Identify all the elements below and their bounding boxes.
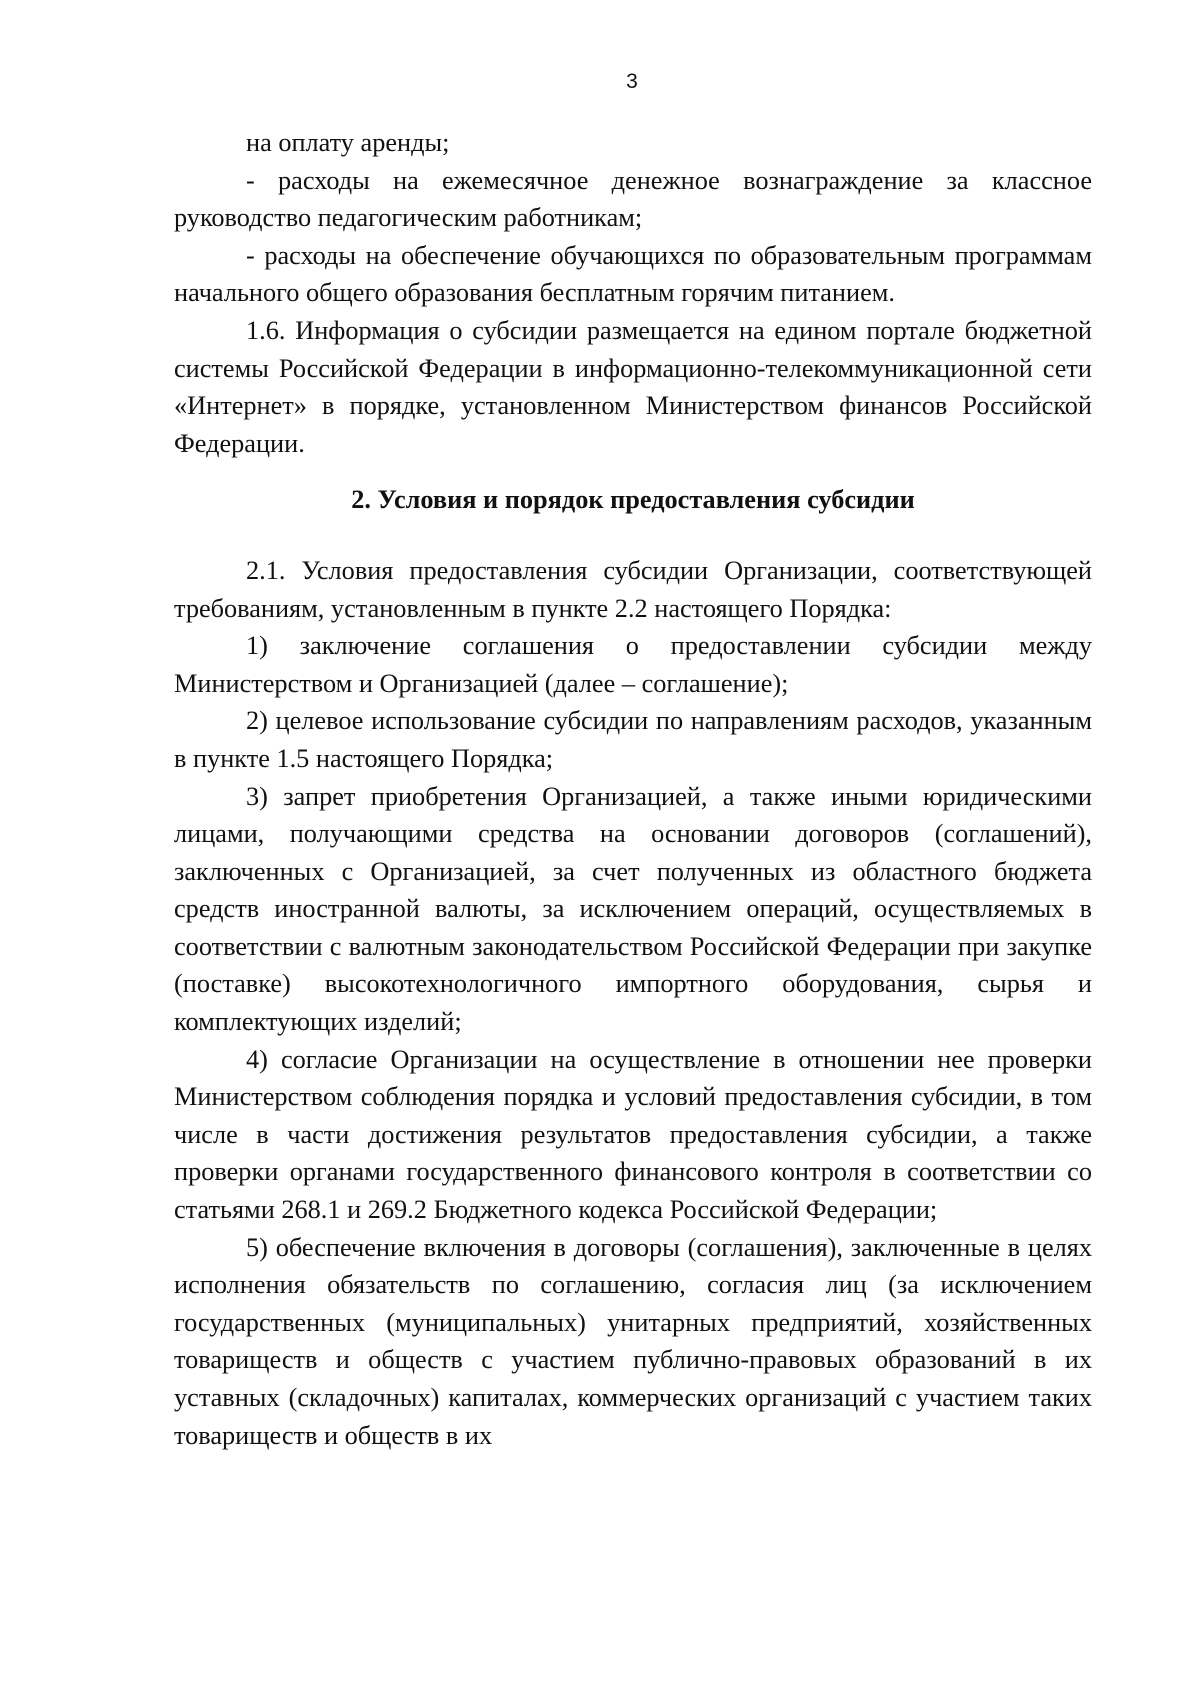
paragraph-condition-2: 2) целевое использование субсидии по направлениям расходов, указанным в пункте 1.5 настоящего Порядка; bbox=[174, 706, 1092, 773]
paragraph-condition-3: 3) запрет приобретения Организацией, а также иными юридическими лицами, получающими средства на основании договоров (соглашений), заключенных с Организацией, за счет полученных из областного бюджета средств иностранной валюты, за исключением операций, осуществляемых в соответствии с валютным законодательством Российской Федерации при закупке (поставке) высокотехнологичного импортного оборудования, сырья и комплектующих изделий; bbox=[174, 781, 1092, 1037]
section-heading: 2. Условия и порядок предоставления субсидии bbox=[351, 485, 915, 515]
paragraph-1-6: 1.6. Информация о субсидии размещается на едином портале бюджетной системы Российской Федерации в информационно-телекоммуникационной сети «Интернет» в порядке, установленном Министерством финансов Российской Федерации. bbox=[174, 315, 1092, 458]
paragraph-hot-meals: - расходы на обеспечение обучающихся по образовательным программам начального общего образования бесплатным горячим питанием. bbox=[174, 240, 1092, 308]
paragraph-condition-1: 1) заключение соглашения о предоставлении субсидии между Министерством и Организацией (далее – соглашение); bbox=[174, 631, 1092, 698]
paragraph-rent: на оплату аренды; bbox=[246, 128, 450, 157]
paragraph-condition-5: 5) обеспечение включения в договоры (соглашения), заключенные в целях исполнения обязательств по соглашению, согласия лиц (за исключением государственных (муниципальных) унитарных предприятий, хозяйственных товариществ и обществ с участием публично-правовых образований в их уставных (складочных) капиталах, коммерческих организаций с участием таких товариществ и обществ в их bbox=[174, 1232, 1092, 1450]
paragraph-condition-4: 4) согласие Организации на осуществление в отношении нее проверки Министерством соблюдения порядка и условий предоставления субсидии, в том числе в части достижения результатов предоставления субсидии, а также проверки органами государственного финансового контроля в соответствии со статьями 268.1 и 269.2 Бюджетного кодекса Российской Федерации; bbox=[174, 1044, 1092, 1225]
paragraph-2-1: 2.1. Условия предоставления субсидии Организации, соответствующей требованиям, установленным в пункте 2.2 настоящего Порядка: bbox=[174, 555, 1092, 623]
document-body bbox=[174, 124, 1092, 1454]
page-number: 3 bbox=[626, 70, 638, 93]
paragraph-class-guidance: - расходы на ежемесячное денежное вознаграждение за классное руководство педагогическим работникам; bbox=[174, 165, 1092, 233]
